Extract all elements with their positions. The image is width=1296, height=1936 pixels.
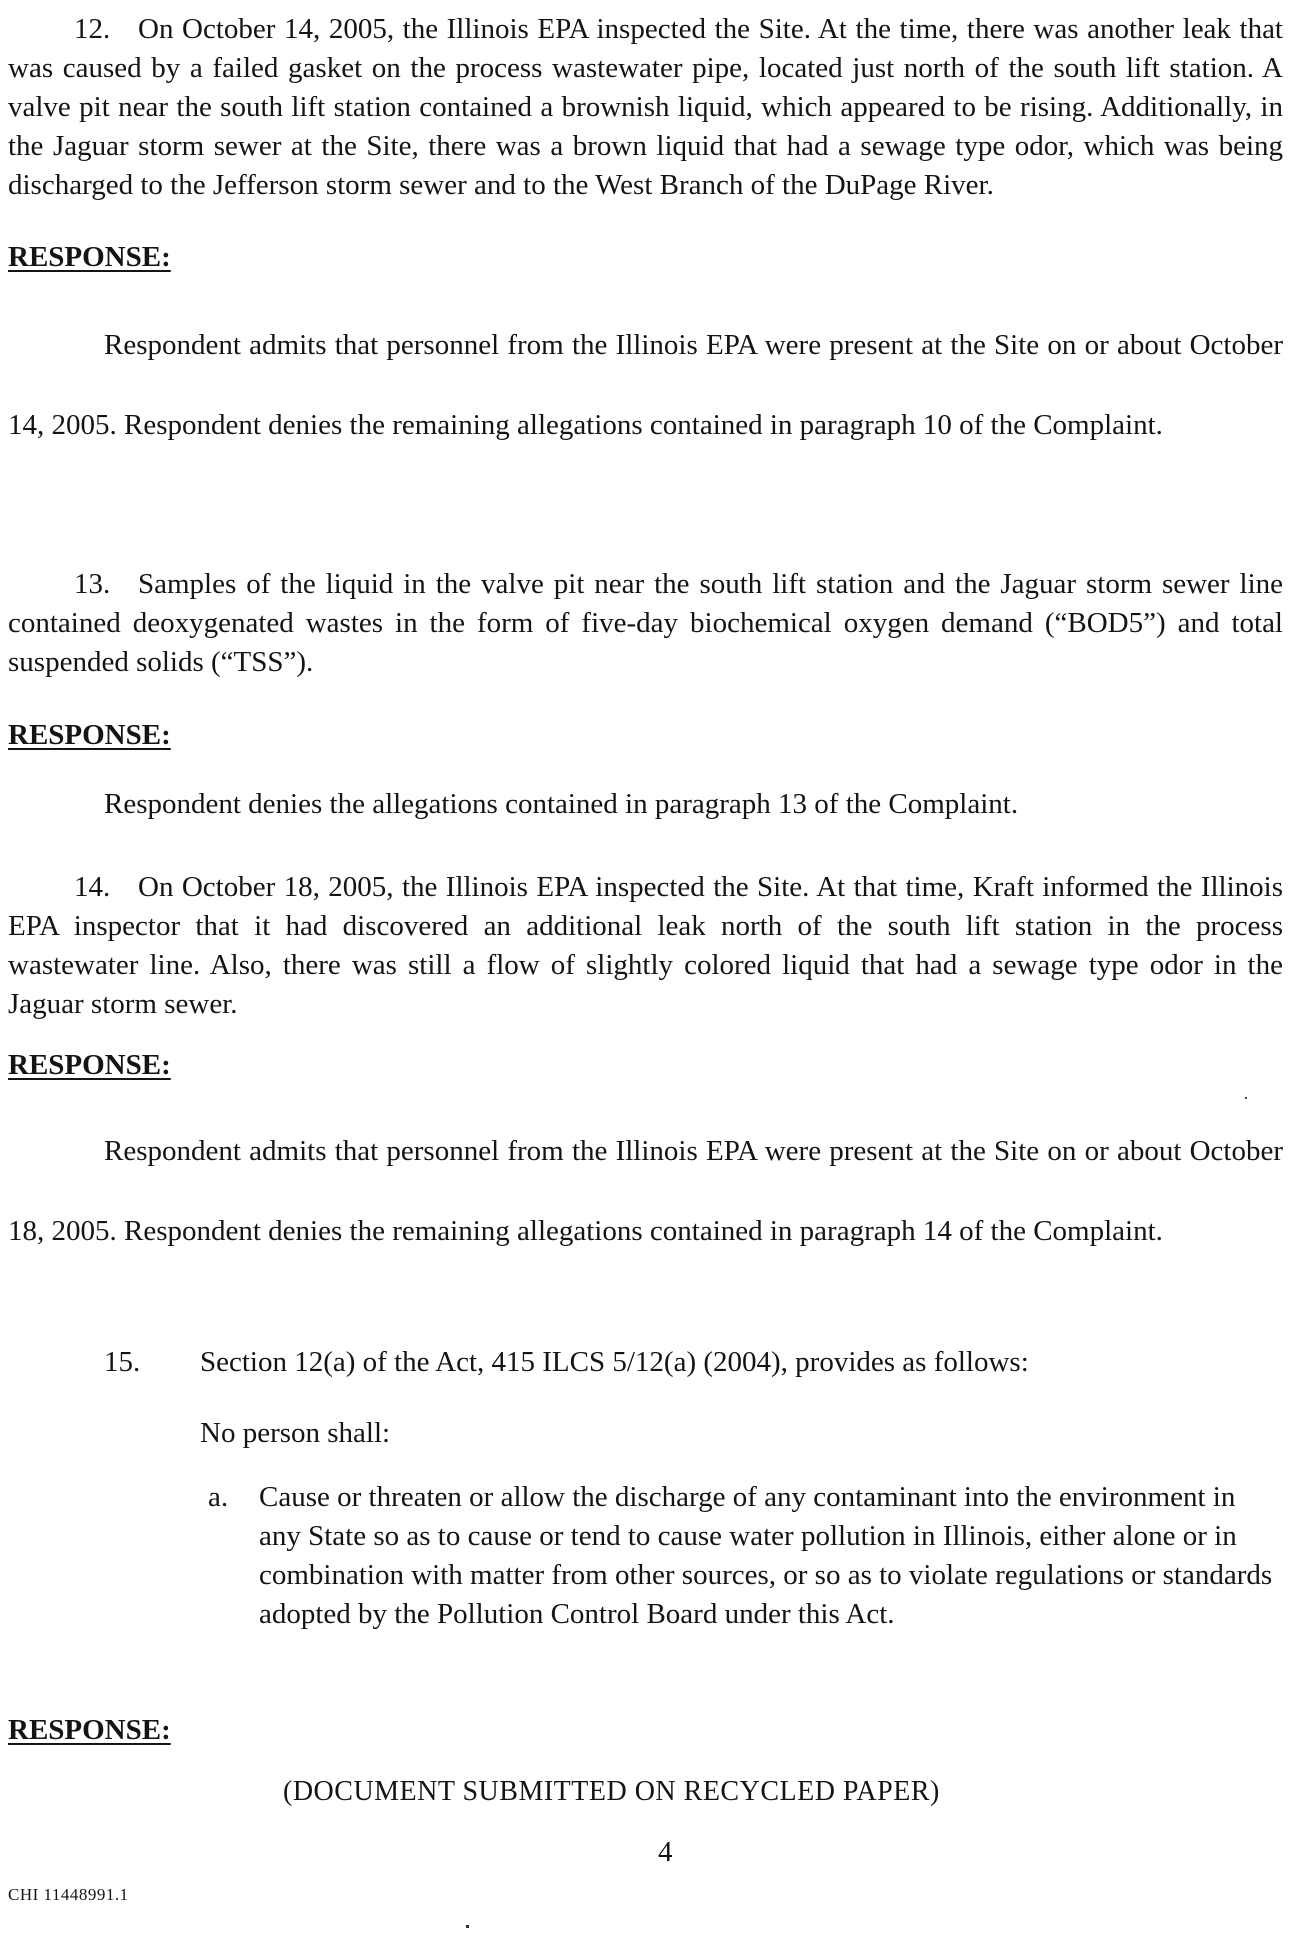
recycled-paper-note: (DOCUMENT SUBMITTED ON RECYCLED PAPER) (283, 1776, 940, 1807)
paragraph-number: 13. (74, 568, 111, 600)
response-14 (8, 1111, 1283, 1271)
paragraph-text: On October 14, 2005, the Illinois EPA inspected the Site. At the time, there was another leak that was caused by a failed gasket on the process wastewater pipe, located just north of the south lift station. A valve pit near the south lift station contained a brownish liquid, which appeared to be rising. Additionally, in the Jaguar storm sewer at the Site, there was a brown liquid that had a sewage type odor, which was being discharged to the Jefferson storm sewer and to the West Branch of the DuPage River. (8, 13, 1283, 201)
list-item-text: Cause or threaten or allow the discharge of any contaminant into the environment in any State so as to cause or tend to cause water pollution in Illinois, either alone or in combination with matter from other sources, or so as to violate regulations or standards adopted by the Pollution Control Board under this Act. (259, 1481, 1273, 1630)
response-13: Respondent denies the allegations contained in paragraph 13 of the Complaint. (104, 788, 1019, 820)
paragraph-12 (8, 10, 1283, 205)
response-heading: RESPONSE: (8, 241, 171, 273)
response-text: Respondent admits that personnel from the Illinois EPA were present at the Site on or about October 18, 2005. Respondent denies the remaining allegations contained in paragraph 14 of the Complaint. (8, 1135, 1283, 1247)
list-marker: a. (208, 1481, 229, 1513)
document-page (8, 0, 1290, 1936)
paragraph-number: 12. (74, 13, 111, 45)
response-heading: RESPONSE: (8, 719, 171, 751)
paragraph-number: 14. (74, 871, 111, 903)
list-item-a (208, 1478, 1283, 1634)
scan-speck (1245, 1097, 1247, 1099)
response-12 (8, 305, 1283, 465)
paragraph-text: Section 12(a) of the Act, 415 ILCS 5/12(a) (2004), provides as follows: (200, 1346, 1029, 1378)
page-number: 4 (658, 1836, 673, 1868)
scan-speck (466, 1925, 469, 1928)
paragraph-number: 15. (104, 1346, 141, 1378)
paragraph-13 (8, 565, 1283, 682)
response-heading: RESPONSE: (8, 1714, 171, 1746)
paragraph-15 (104, 1346, 1029, 1379)
no-person-line: No person shall: (200, 1417, 391, 1449)
response-text: Respondent admits that personnel from the Illinois EPA were present at the Site on or about October 14, 2005. Respondent denies the remaining allegations contained in paragraph 10 of the Complaint. (8, 329, 1283, 441)
paragraph-text: Samples of the liquid in the valve pit near the south lift station and the Jaguar storm sewer line contained deoxygenated wastes in the form of five-day biochemical oxygen demand (“BOD5”) and total suspended solids (“TSS”). (8, 568, 1283, 678)
paragraph-text: On October 18, 2005, the Illinois EPA inspected the Site. At that time, Kraft informed the Illinois EPA inspector that it had discovered an additional leak north of the south lift station in the process wastewater line. Also, there was still a flow of slightly colored liquid that had a sewage type odor in the Jaguar storm sewer. (8, 871, 1283, 1020)
document-id: CHI 11448991.1 (8, 1885, 129, 1904)
paragraph-14 (8, 868, 1283, 1024)
response-heading: RESPONSE: (8, 1049, 171, 1081)
